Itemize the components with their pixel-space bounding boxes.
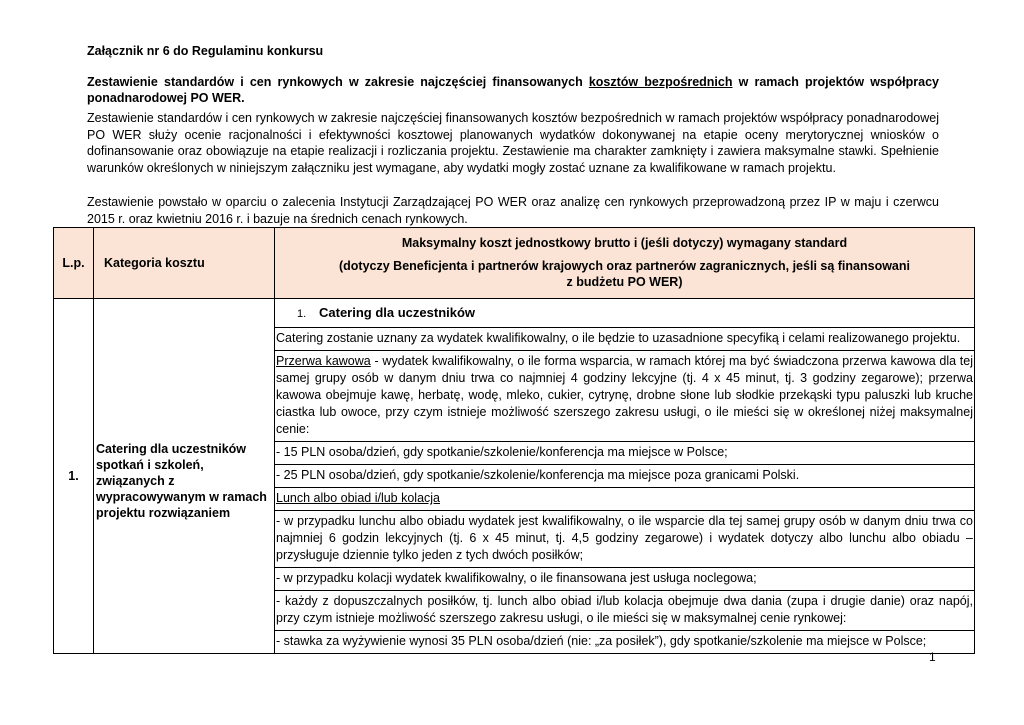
standards-table <box>53 227 975 654</box>
coffee-price-abroad: - 25 PLN osoba/dzień, gdy spotkanie/szkolenie/konferencja ma miejsce poza granicami Polski. <box>275 464 974 487</box>
row-category: Catering dla uczestników spotkań i szkoleń, związanych z wypracowywanym w ramach projektu rozwiązaniem <box>94 299 275 654</box>
row-number: 1. <box>54 299 94 654</box>
coffee-break-text: - wydatek kwalifikowalny, o ile forma wsparcia, w ramach której ma być świadczona przerwa kawowa dla tej samej grupy osób w danym dniu trwa co najmniej 4 godziny lekcyjne (tj. 4 x 45 minut, tj. 3 godziny zegarowe); przerwa kawowa obejmuje kawę, herbatę, wodę, mleko, cukier, cytrynę, drobne słone lub słodkie przekąski typu paluszki lub kruche ciastka lub owoce, przy czym istnieje możliwość szerszego zakresu usługi, o ile mieści się w określonej niżej maksymalnej cenie: <box>276 354 973 436</box>
lunch-text: - w przypadku lunchu albo obiadu wydatek jest kwalifikowalny, o ile wsparcie dla tej samej grupy osób w danym dniu trwa co najmniej 6 godzin lekcyjnych (tj. 6 x 45 minut, tj. 4,5 godziny zegarowe) i wydatek dotyczy albo lunchu albo obiadu – przysługuje dziennie tylko jeden z tych dwóch posiłków; <box>275 510 974 567</box>
heading-underlined: kosztów bezpośrednich <box>588 75 733 89</box>
document-heading <box>87 74 939 106</box>
heading-part2: w ramach projektów współpracy ponadnarodowej PO WER. <box>87 75 939 105</box>
meals-text: - każdy z dopuszczalnych posiłków, tj. lunch albo obiad i/lub kolacja obejmuje dwa dania (zupa i drugie danie) oraz napój, przy czym istnieje możliwość szerszego zakresu usługi, o ile mieści się w maksymalnej cenie rynkowej: <box>275 590 974 630</box>
table-row <box>54 299 975 654</box>
header-main-line1: Maksymalny koszt jednostkowy brutto i (jeśli dotyczy) wymagany standard <box>401 236 848 250</box>
header-lp: L.p. <box>54 228 94 299</box>
catering-intro: Catering zostanie uznany za wydatek kwalifikowalny, o ile będzie to uzasadnione specyfiką i celami realizowanego projektu. <box>275 327 974 350</box>
section-title-text: Catering dla uczestników <box>319 305 476 320</box>
coffee-break-block <box>275 350 974 441</box>
header-main-line2: (dotyczy Beneficjenta i partnerów krajowych oraz partnerów zagranicznych, jeśli są finansowani <box>339 259 910 273</box>
dinner-text: - w przypadku kolacji wydatek kwalifikowalny, o ile finansowana jest usługa noclegowa; <box>275 567 974 590</box>
attachment-title: Załącznik nr 6 do Regulaminu konkursu <box>87 44 324 58</box>
heading-part1: Zestawienie standardów i cen rynkowych w zakresie najczęściej finansowanych <box>87 75 589 89</box>
header-category: Kategoria kosztu <box>94 228 275 299</box>
coffee-break-label: Przerwa kawowa <box>276 354 371 368</box>
row-details <box>275 299 975 654</box>
table-header-row <box>54 228 975 299</box>
intro-paragraph-1: Zestawienie standardów i cen rynkowych w zakresie najczęściej finansowanych kosztów bezpośrednich w ramach projektów współpracy ponadnarodowej PO WER służy ocenie racjonalności i efektywności kosztowej planowanych wydatków dokonywanej na etapie oceny merytorycznej wniosków o dofinansowanie oraz obowiązuje na etapie realizacji i rozliczania projektu. Zestawienie ma charakter zamknięty i zawiera maksymalne stawki. Spełnienie warunków określonych w niniejszym załączniku jest wymagane, aby wydatki mogły zostać uznane za kwalifikowane w ramach projektu. <box>87 111 939 175</box>
rate-text: - stawka za wyżywienie wynosi 35 PLN osoba/dzień (nie: „za posiłek”), gdy spotkanie/szkolenie ma miejsce w Polsce; <box>275 630 974 653</box>
header-max-cost <box>275 228 975 299</box>
page-number: 1 <box>929 650 936 664</box>
coffee-price-poland: - 15 PLN osoba/dzień, gdy spotkanie/szkolenie/konferencja ma miejsce w Polsce; <box>275 441 974 464</box>
section-title <box>275 299 974 327</box>
lunch-label: Lunch albo obiad i/lub kolacja <box>275 487 974 510</box>
header-main-line3: z budżetu PO WER) <box>566 275 683 289</box>
intro-paragraph-2: Zestawienie powstało w oparciu o zalecenia Instytucji Zarządzającej PO WER oraz analizę cen rynkowych przeprowadzoną przez IP w maju i czerwcu 2015 r. oraz kwietniu 2016 r. i bazuje na średnich cenach rynkowych. <box>87 195 939 226</box>
section-number: 1. <box>297 308 307 320</box>
